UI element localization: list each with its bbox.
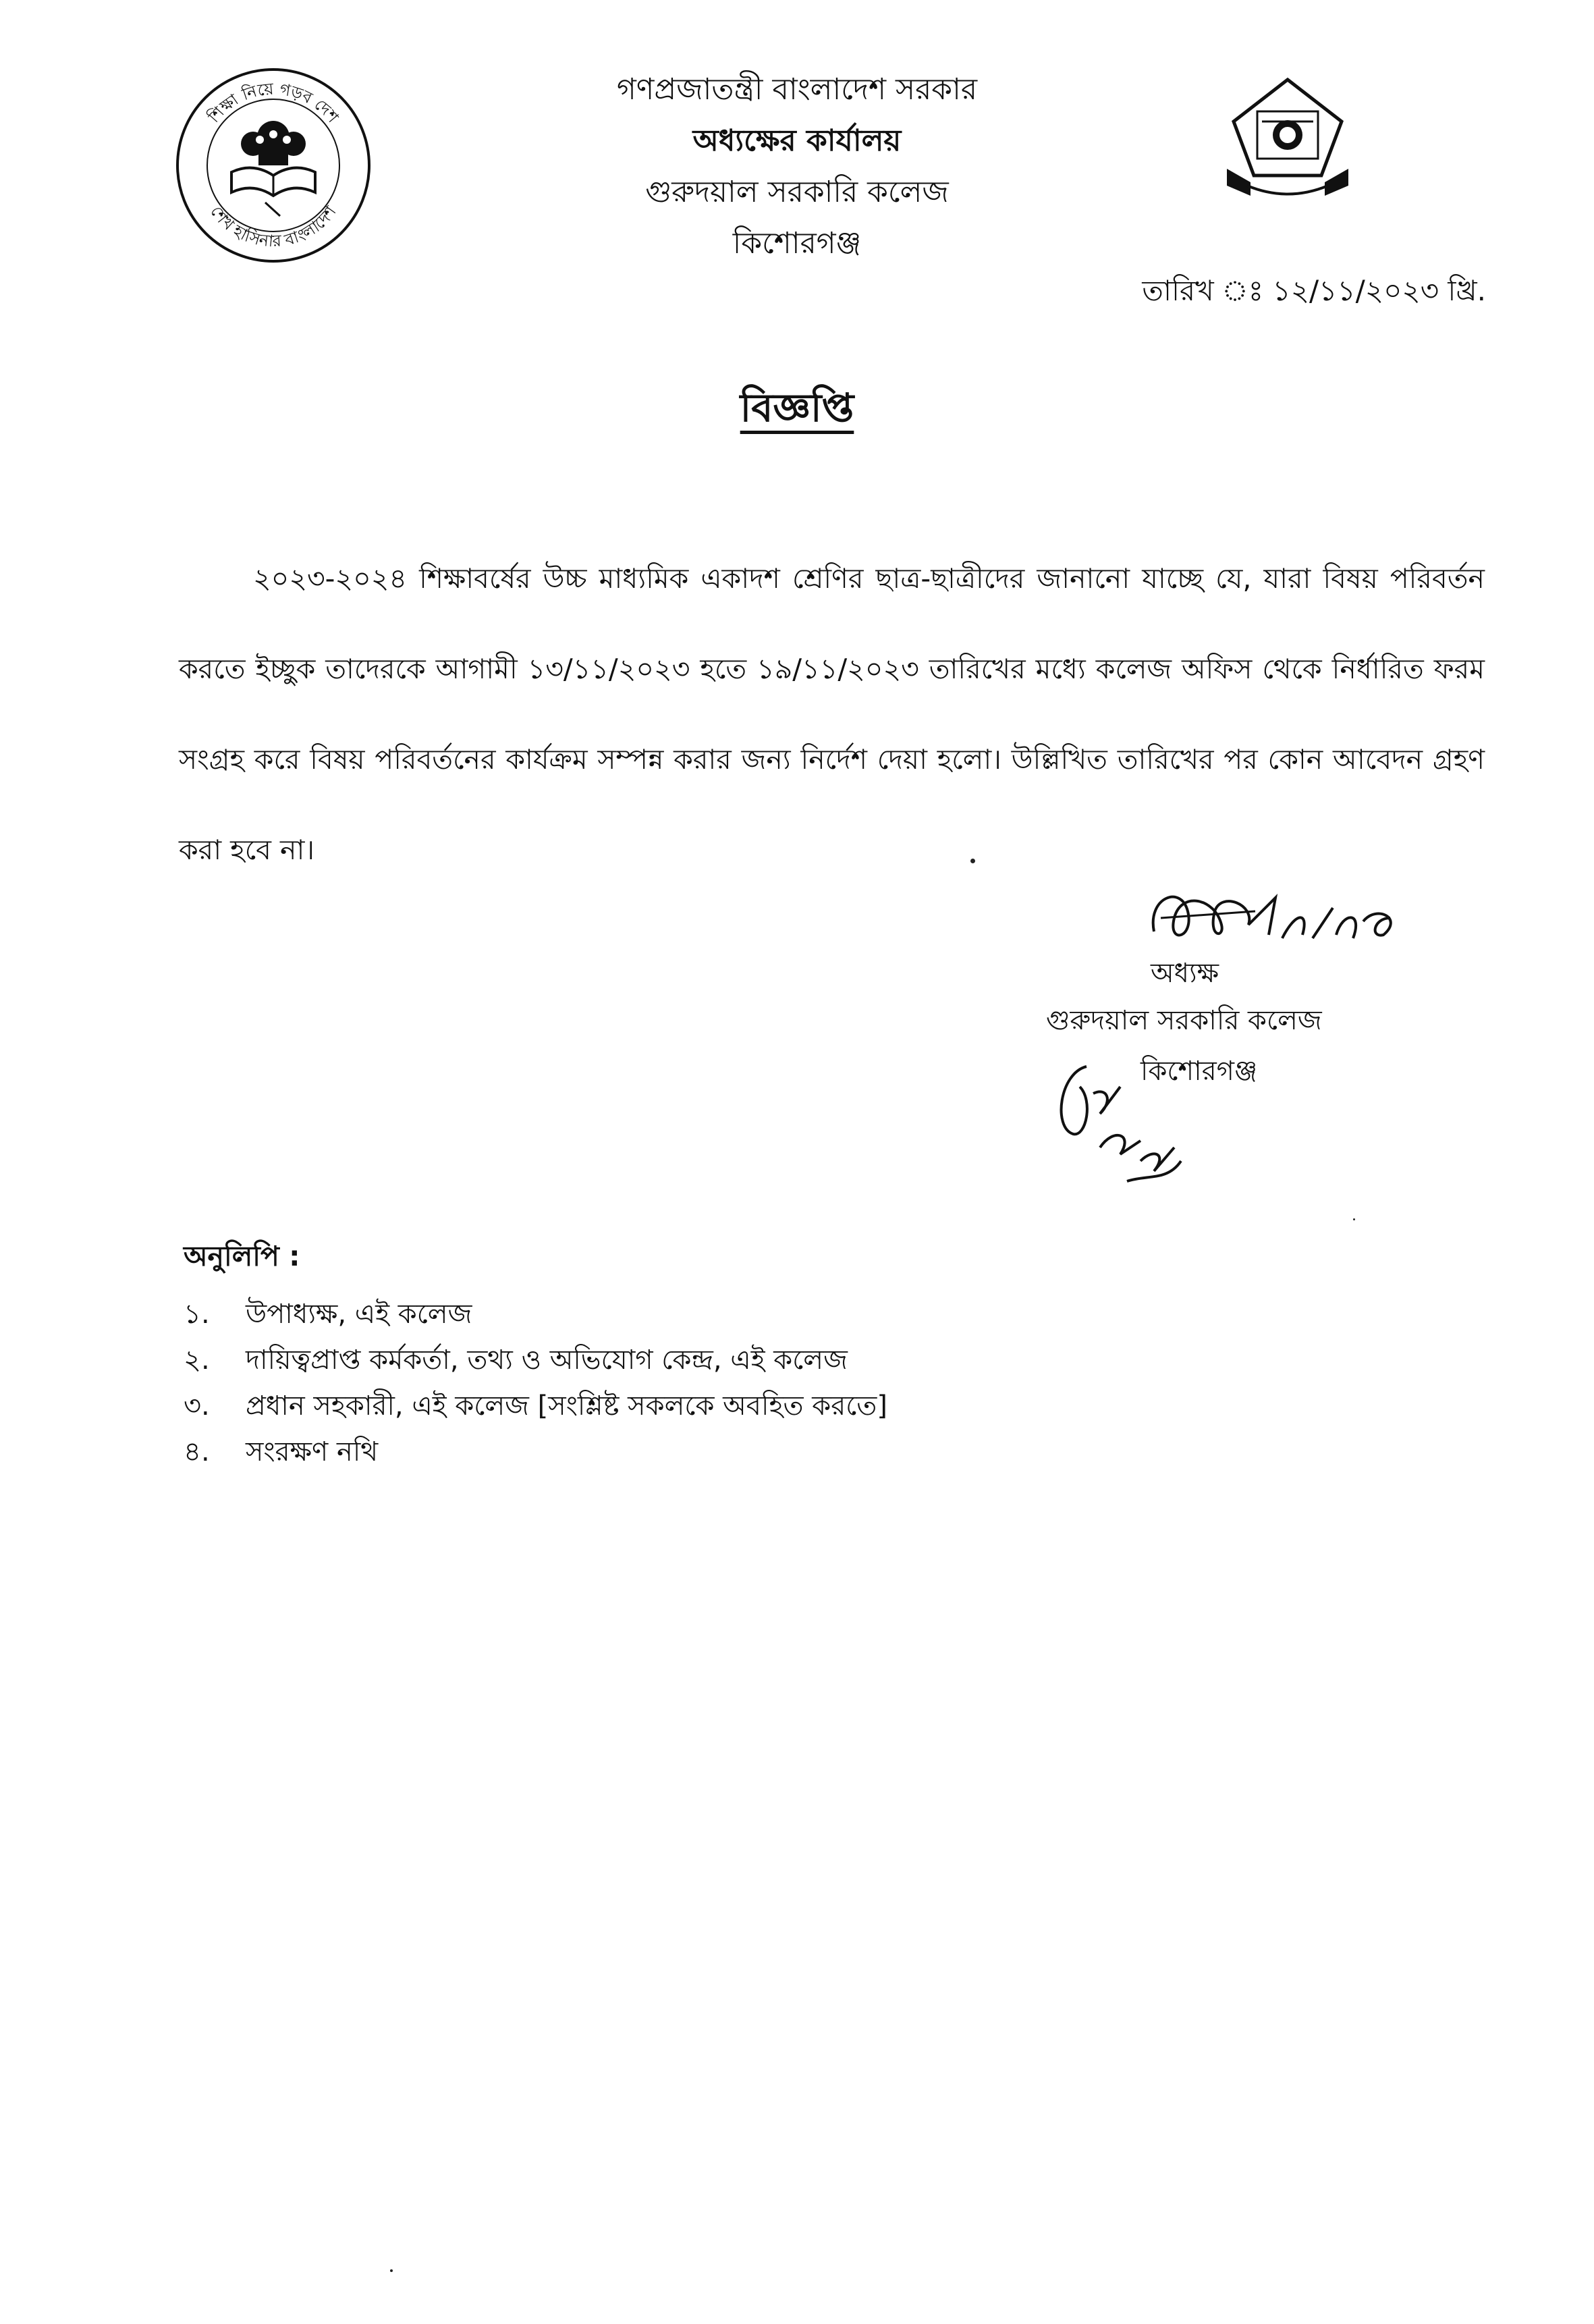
notice-date: তারিখ ঃ ১২/১১/২০২৩ খ্রি. bbox=[1142, 274, 1486, 307]
scan-speck bbox=[970, 859, 975, 863]
government-name: গণপ্রজাতন্ত্রী বাংলাদেশ সরকার bbox=[616, 72, 978, 107]
copy-distribution bbox=[184, 1235, 887, 1475]
list-item-number: ৪. bbox=[184, 1436, 210, 1467]
list-item-number: ২. bbox=[184, 1345, 210, 1376]
notice-title-text: বিজ্ঞপ্তি bbox=[740, 385, 854, 431]
logo-left-bottom-text: শেখ হাসিনার বাংলাদেশ bbox=[207, 202, 340, 251]
signatory-title: অধ্যক্ষ bbox=[1151, 958, 1219, 989]
signatory-org: গুরুদয়াল সরকারি কলেজ bbox=[1046, 1005, 1322, 1036]
list-item-text: উপাধ্যক্ষ, এই কলেজ bbox=[246, 1299, 472, 1330]
logo-left-top-text: শিক্ষা নিয়ে গড়ব দেশ bbox=[204, 79, 343, 127]
college-name: গুরুদয়াল সরকারি কলেজ bbox=[645, 175, 949, 209]
list-item bbox=[184, 1337, 887, 1383]
list-item bbox=[184, 1291, 887, 1337]
scan-speck bbox=[1353, 1218, 1355, 1220]
list-item bbox=[184, 1429, 887, 1475]
list-item-text: সংরক্ষণ নথি bbox=[246, 1436, 379, 1467]
office-name: অধ্যক্ষের কার্যালয় bbox=[692, 124, 902, 158]
district-name: কিশোরগঞ্জ bbox=[732, 226, 862, 261]
scan-speck bbox=[390, 2269, 393, 2272]
signatory-place: কিশোরগঞ্জ bbox=[1140, 1056, 1258, 1087]
notice-title bbox=[0, 378, 1594, 443]
copy-heading: অনুলিপি : bbox=[184, 1240, 300, 1272]
list-item bbox=[184, 1383, 887, 1429]
copy-list bbox=[184, 1291, 887, 1475]
notice-body: ২০২৩-২০২৪ শিক্ষাবর্ষের উচ্চ মাধ্যমিক একাদশ শ্রেণির ছাত্র-ছাত্রীদের জানানো যাচ্ছে যে, যারা বিষয় পরিবর্তন করতে ইচ্ছুক তাদেরকে আগামী ১৩/১১/২০২৩ হতে ১৯/১১/২০২৩ তারিখের মধ্যে কলেজ অফিস থেকে নির্ধারিত ফরম সংগ্রহ করে বিষয় পরিবর্তনের কার্যক্রম সম্পন্ন করার জন্য নির্দেশ দেয়া হলো। উল্লিখিত তারিখের পর কোন আবেদন গ্রহণ করা হবে না। bbox=[179, 562, 1485, 866]
list-item-number: ১. bbox=[184, 1299, 210, 1330]
list-item-number: ৩. bbox=[184, 1390, 210, 1422]
letterhead bbox=[0, 64, 1594, 269]
list-item-text: প্রধান সহকারী, এই কলেজ [সংশ্লিষ্ট সকলকে অবহিত করতে] bbox=[246, 1390, 887, 1422]
list-item-text: দায়িত্বপ্রাপ্ত কর্মকর্তা, তথ্য ও অভিযোগ কেন্দ্র, এই কলেজ bbox=[246, 1345, 848, 1376]
